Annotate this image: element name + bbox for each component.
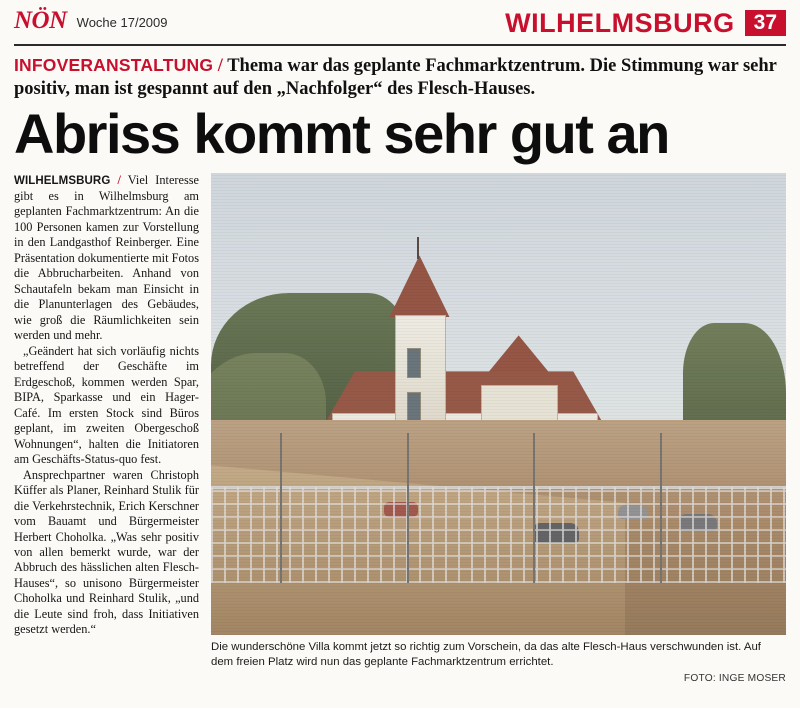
- paragraph-1: [14, 173, 199, 343]
- paragraph-3: Ansprechpartner waren Christoph Küffer als Planer, Reinhard Stulik für die Verkehrstechnik, Erich Kerschner vom Bauamt und Bürgermeister Herbert Choholka. „Was sehr positiv von allen bemerkt wurde, war der Abbruch des hässlichen alten Flesch-Hauses“, so unisono Bürgermeister Choholka und Reinhard Stulik, „und die Leute sind froh, dass Initiativen gesetzt werden.“: [14, 467, 199, 637]
- paragraph-2: „Geändert hat sich vorläufig nichts betreffend der Geschäfte im Erdgeschoß, kommen werden Spar, BIPA, Sparkasse und ein Hager-Café. Im ersten Stock sind Büros geplant, im zweiten Obergeschoß Wohnungen“, halten die Initiatoren am Geschäfts-Status-quo fest.: [14, 343, 199, 467]
- dateline-separator: /: [117, 173, 121, 188]
- text-column: [14, 173, 199, 683]
- issue-label: Woche 17/2009: [76, 15, 168, 30]
- photo-grain: [211, 173, 786, 635]
- kicker-block: [14, 55, 786, 101]
- paragraph-1-text: Viel Interesse gibt es in Wilhelmsburg am geplanten Fachmarktzentrum: An die 100 Personen kamen zur Vorstellung in den Landgasthof Reinberger. Eine Präsentation dokumentierte mit Fotos die Abbrucharbeiten. Anhand von Schautafeln bekam man Einsicht in die Planunterlagen des Gebäudes, wie groß die Räumlichkeiten sein werden und mehr.: [14, 173, 199, 343]
- masthead-right: [505, 8, 786, 37]
- masthead: [0, 0, 800, 40]
- kicker-text: Thema war das geplante Fachmarktzentrum. Die Stimmung war sehr positiv, man ist gespannt auf den „Nachfolger“ des Flesch-Hauses.: [14, 56, 777, 99]
- kicker-label: INFOVERANSTALTUNG: [14, 55, 214, 75]
- masthead-rule: [14, 44, 786, 46]
- photo-credit: FOTO: INGE MOSER: [683, 672, 786, 684]
- page-number: 37: [745, 10, 786, 36]
- kicker-separator: /: [217, 56, 223, 76]
- article-photo: [211, 173, 786, 635]
- article-body: [14, 173, 786, 683]
- dateline: WILHELMSBURG: [14, 175, 111, 188]
- photo-caption: Die wunderschöne Villa kommt jetzt so richtig zum Vorschein, da das alte Flesch-Haus verschwunden ist. Auf dem freien Platz wird nun das geplante Fachmarktzentrum errichtet.: [211, 641, 761, 668]
- headline: Abriss kommt sehr gut an: [14, 101, 669, 165]
- section-title: WILHELMSBURG: [505, 8, 735, 38]
- publication-logo: NÖN: [14, 7, 67, 34]
- photo-block: [211, 173, 786, 683]
